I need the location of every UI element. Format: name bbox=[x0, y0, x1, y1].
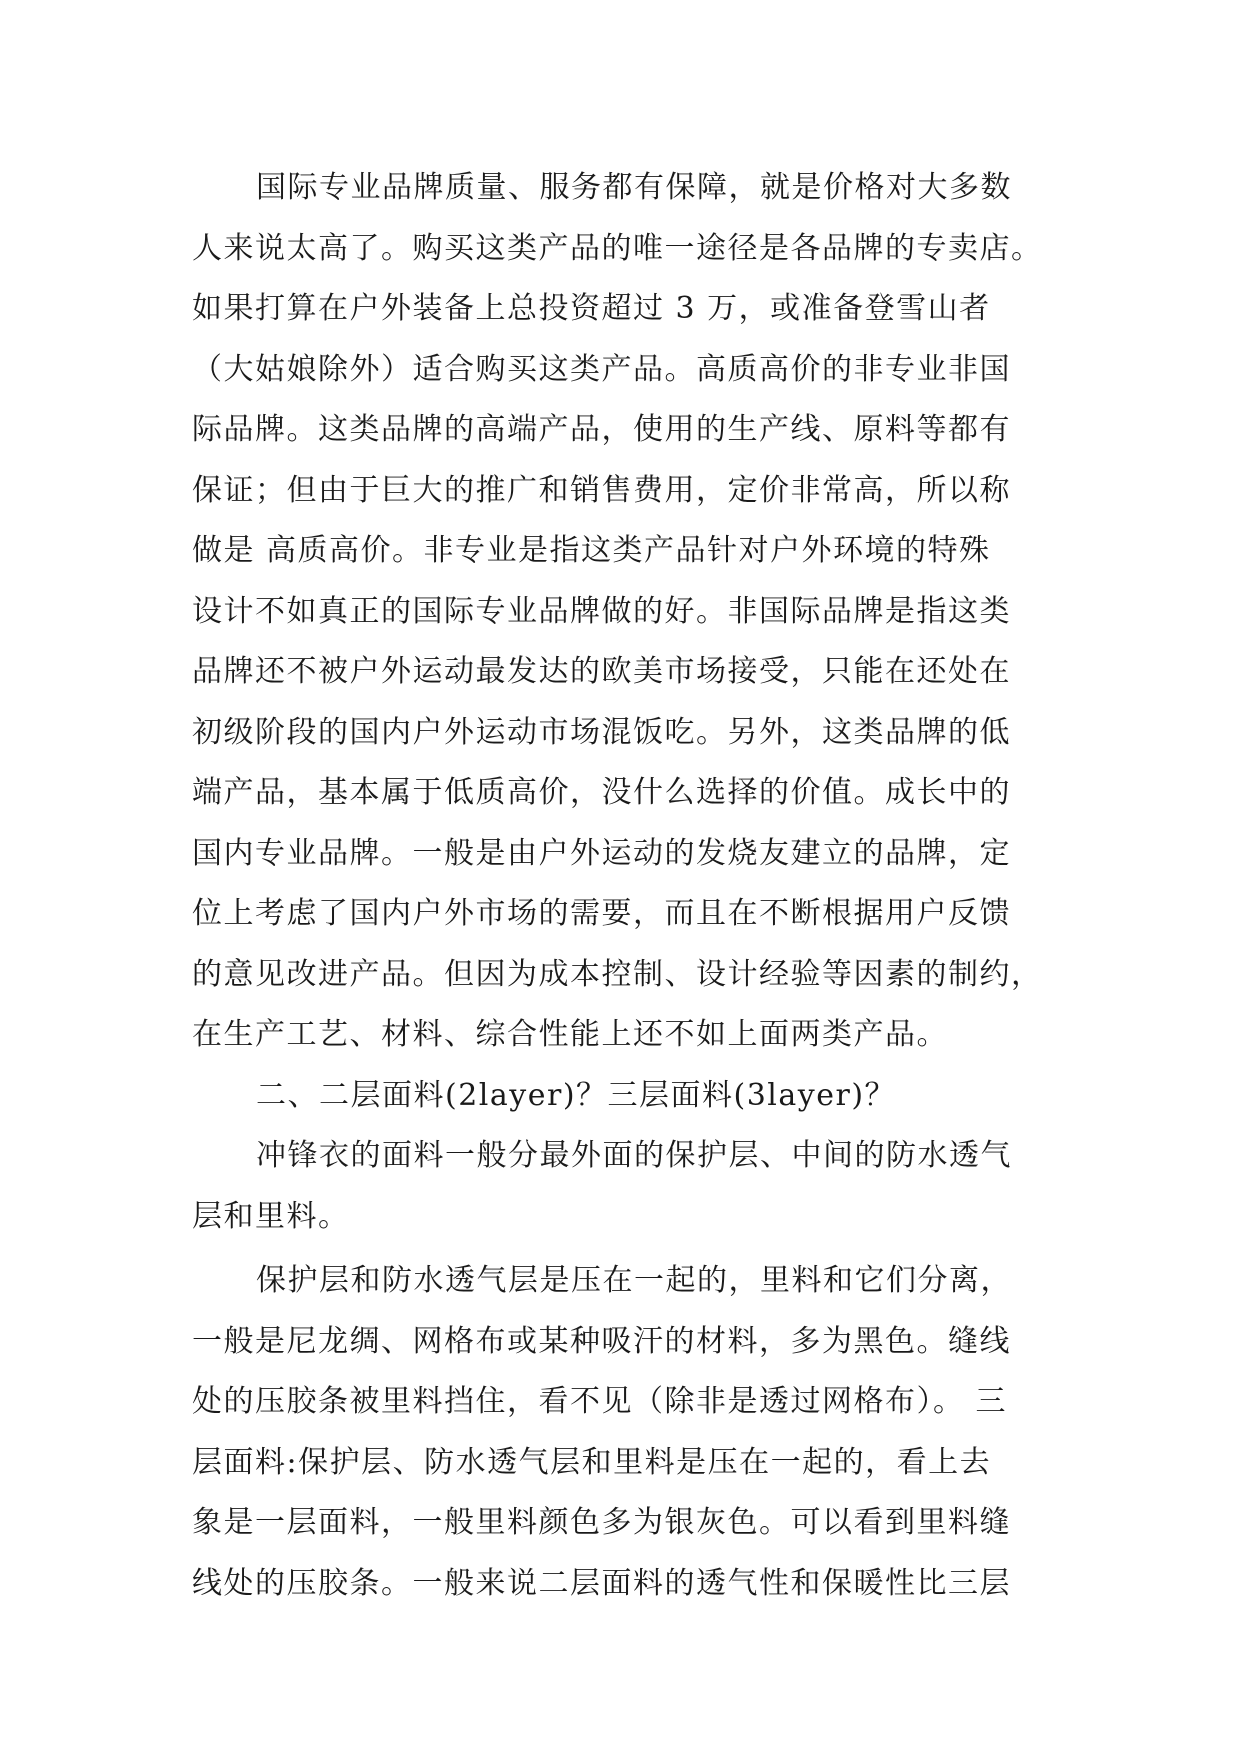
text-line: 层和里料。 bbox=[192, 1198, 350, 1234]
text-line: 保证；但由于巨大的推广和销售费用，定价非常高，所以称 bbox=[192, 472, 1011, 508]
text-line: 一般是尼龙绸、网格布或某种吸汗的材料，多为黑色。缝线 bbox=[192, 1323, 1011, 1359]
text-line: 国际专业品牌质量、服务都有保障，就是价格对大多数 bbox=[256, 170, 1012, 205]
text-line: 象是一层面料，一般里料颜色多为银灰色。可以看到里料缝 bbox=[192, 1505, 1011, 1540]
text-line: 如果打算在户外装备上总投资超过 3 万，或准备登雪山者 bbox=[192, 291, 991, 326]
text-line: 做是 高质高价。非专业是指这类产品针对户外环境的特殊 bbox=[192, 533, 991, 568]
section-heading: 二、二层面料(2layer)？三层面料(3layer)？ bbox=[256, 1077, 897, 1113]
text-line: （大姑娘除外）适合购买这类产品。高质高价的非专业非国 bbox=[192, 351, 1011, 387]
text-line: 保护层和防水透气层是压在一起的，里料和它们分离， bbox=[256, 1263, 1012, 1298]
text-line: 位上考虑了国内户外市场的需要，而且在不断根据用户反馈 bbox=[192, 896, 1011, 931]
text-line: 初级阶段的国内户外运动市场混饭吃。另外，这类品牌的低 bbox=[192, 714, 1011, 750]
text-line: 人来说太高了。购买这类产品的唯一途径是各品牌的专卖店。 bbox=[192, 230, 1043, 266]
text-line: 设计不如真正的国际专业品牌做的好。非国际品牌是指这类 bbox=[192, 593, 1011, 629]
text-line: 品牌还不被户外运动最发达的欧美市场接受，只能在还处在 bbox=[192, 654, 1011, 689]
text-line: 国内专业品牌。一般是由户外运动的发烧友建立的品牌，定 bbox=[192, 835, 1011, 871]
text-line: 在生产工艺、材料、综合性能上还不如上面两类产品。 bbox=[192, 1017, 948, 1052]
text-line: 处的压胶条被里料挡住，看不见（除非是透过网格布）。 三 bbox=[192, 1384, 1008, 1419]
text-line: 际品牌。这类品牌的高端产品，使用的生产线、原料等都有 bbox=[192, 412, 1011, 447]
document-body bbox=[192, 158, 1092, 1614]
text-line: 的意见改进产品。但因为成本控制、设计经验等因素的制约， bbox=[192, 956, 1043, 992]
text-line: 冲锋衣的面料一般分最外面的保护层、中间的防水透气 bbox=[256, 1138, 1012, 1173]
text-line: 端产品，基本属于低质高价，没什么选择的价值。成长中的 bbox=[192, 775, 1011, 810]
text-line: 层面料:保护层、防水透气层和里料是压在一起的，看上去 bbox=[192, 1444, 992, 1480]
text-line: 线处的压胶条。一般来说二层面料的透气性和保暖性比三层 bbox=[192, 1565, 1011, 1601]
